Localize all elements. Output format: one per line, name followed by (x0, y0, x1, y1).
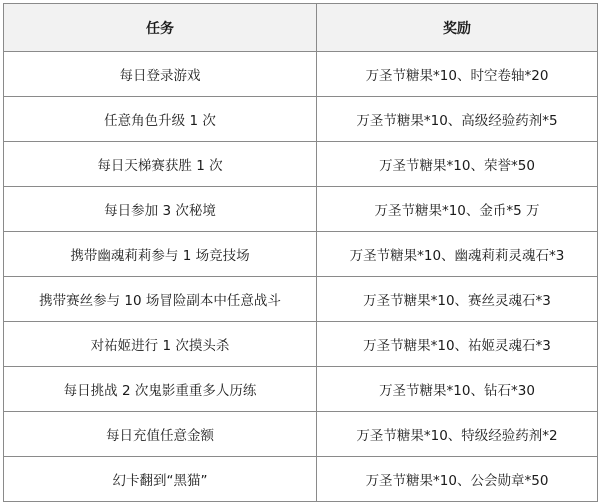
task-cell: 任意角色升级 1 次 (4, 97, 317, 142)
task-reward-table-container (3, 3, 597, 502)
table-row (4, 187, 598, 232)
task-cell: 每日参加 3 次秘境 (4, 187, 317, 232)
table-row (4, 52, 598, 97)
reward-cell: 万圣节糖果*10、幽魂莉莉灵魂石*3 (317, 232, 598, 277)
table-row (4, 322, 598, 367)
table-row (4, 232, 598, 277)
table-row (4, 367, 598, 412)
reward-cell: 万圣节糖果*10、钻石*30 (317, 367, 598, 412)
task-cell: 每日登录游戏 (4, 52, 317, 97)
task-cell: 每日天梯赛获胜 1 次 (4, 142, 317, 187)
reward-cell: 万圣节糖果*10、时空卷轴*20 (317, 52, 598, 97)
reward-cell: 万圣节糖果*10、特级经验药剂*2 (317, 412, 598, 457)
task-cell: 每日充值任意金额 (4, 412, 317, 457)
table-header-row (4, 4, 598, 52)
task-cell: 幻卡翻到“黑猫” (4, 457, 317, 502)
reward-cell: 万圣节糖果*10、高级经验药剂*5 (317, 97, 598, 142)
header-task: 任务 (4, 4, 317, 52)
table-row (4, 142, 598, 187)
reward-cell: 万圣节糖果*10、公会勋章*50 (317, 457, 598, 502)
reward-cell: 万圣节糖果*10、荣誉*50 (317, 142, 598, 187)
table-row (4, 277, 598, 322)
task-cell: 携带赛丝参与 10 场冒险副本中任意战斗 (4, 277, 317, 322)
task-cell: 每日挑战 2 次鬼影重重多人历练 (4, 367, 317, 412)
reward-cell: 万圣节糖果*10、金币*5 万 (317, 187, 598, 232)
table-row (4, 97, 598, 142)
task-reward-table (3, 3, 598, 502)
table-row (4, 412, 598, 457)
task-cell: 对祐姬进行 1 次摸头杀 (4, 322, 317, 367)
task-cell: 携带幽魂莉莉参与 1 场竞技场 (4, 232, 317, 277)
reward-cell: 万圣节糖果*10、赛丝灵魂石*3 (317, 277, 598, 322)
reward-cell: 万圣节糖果*10、祐姬灵魂石*3 (317, 322, 598, 367)
header-reward: 奖励 (317, 4, 598, 52)
